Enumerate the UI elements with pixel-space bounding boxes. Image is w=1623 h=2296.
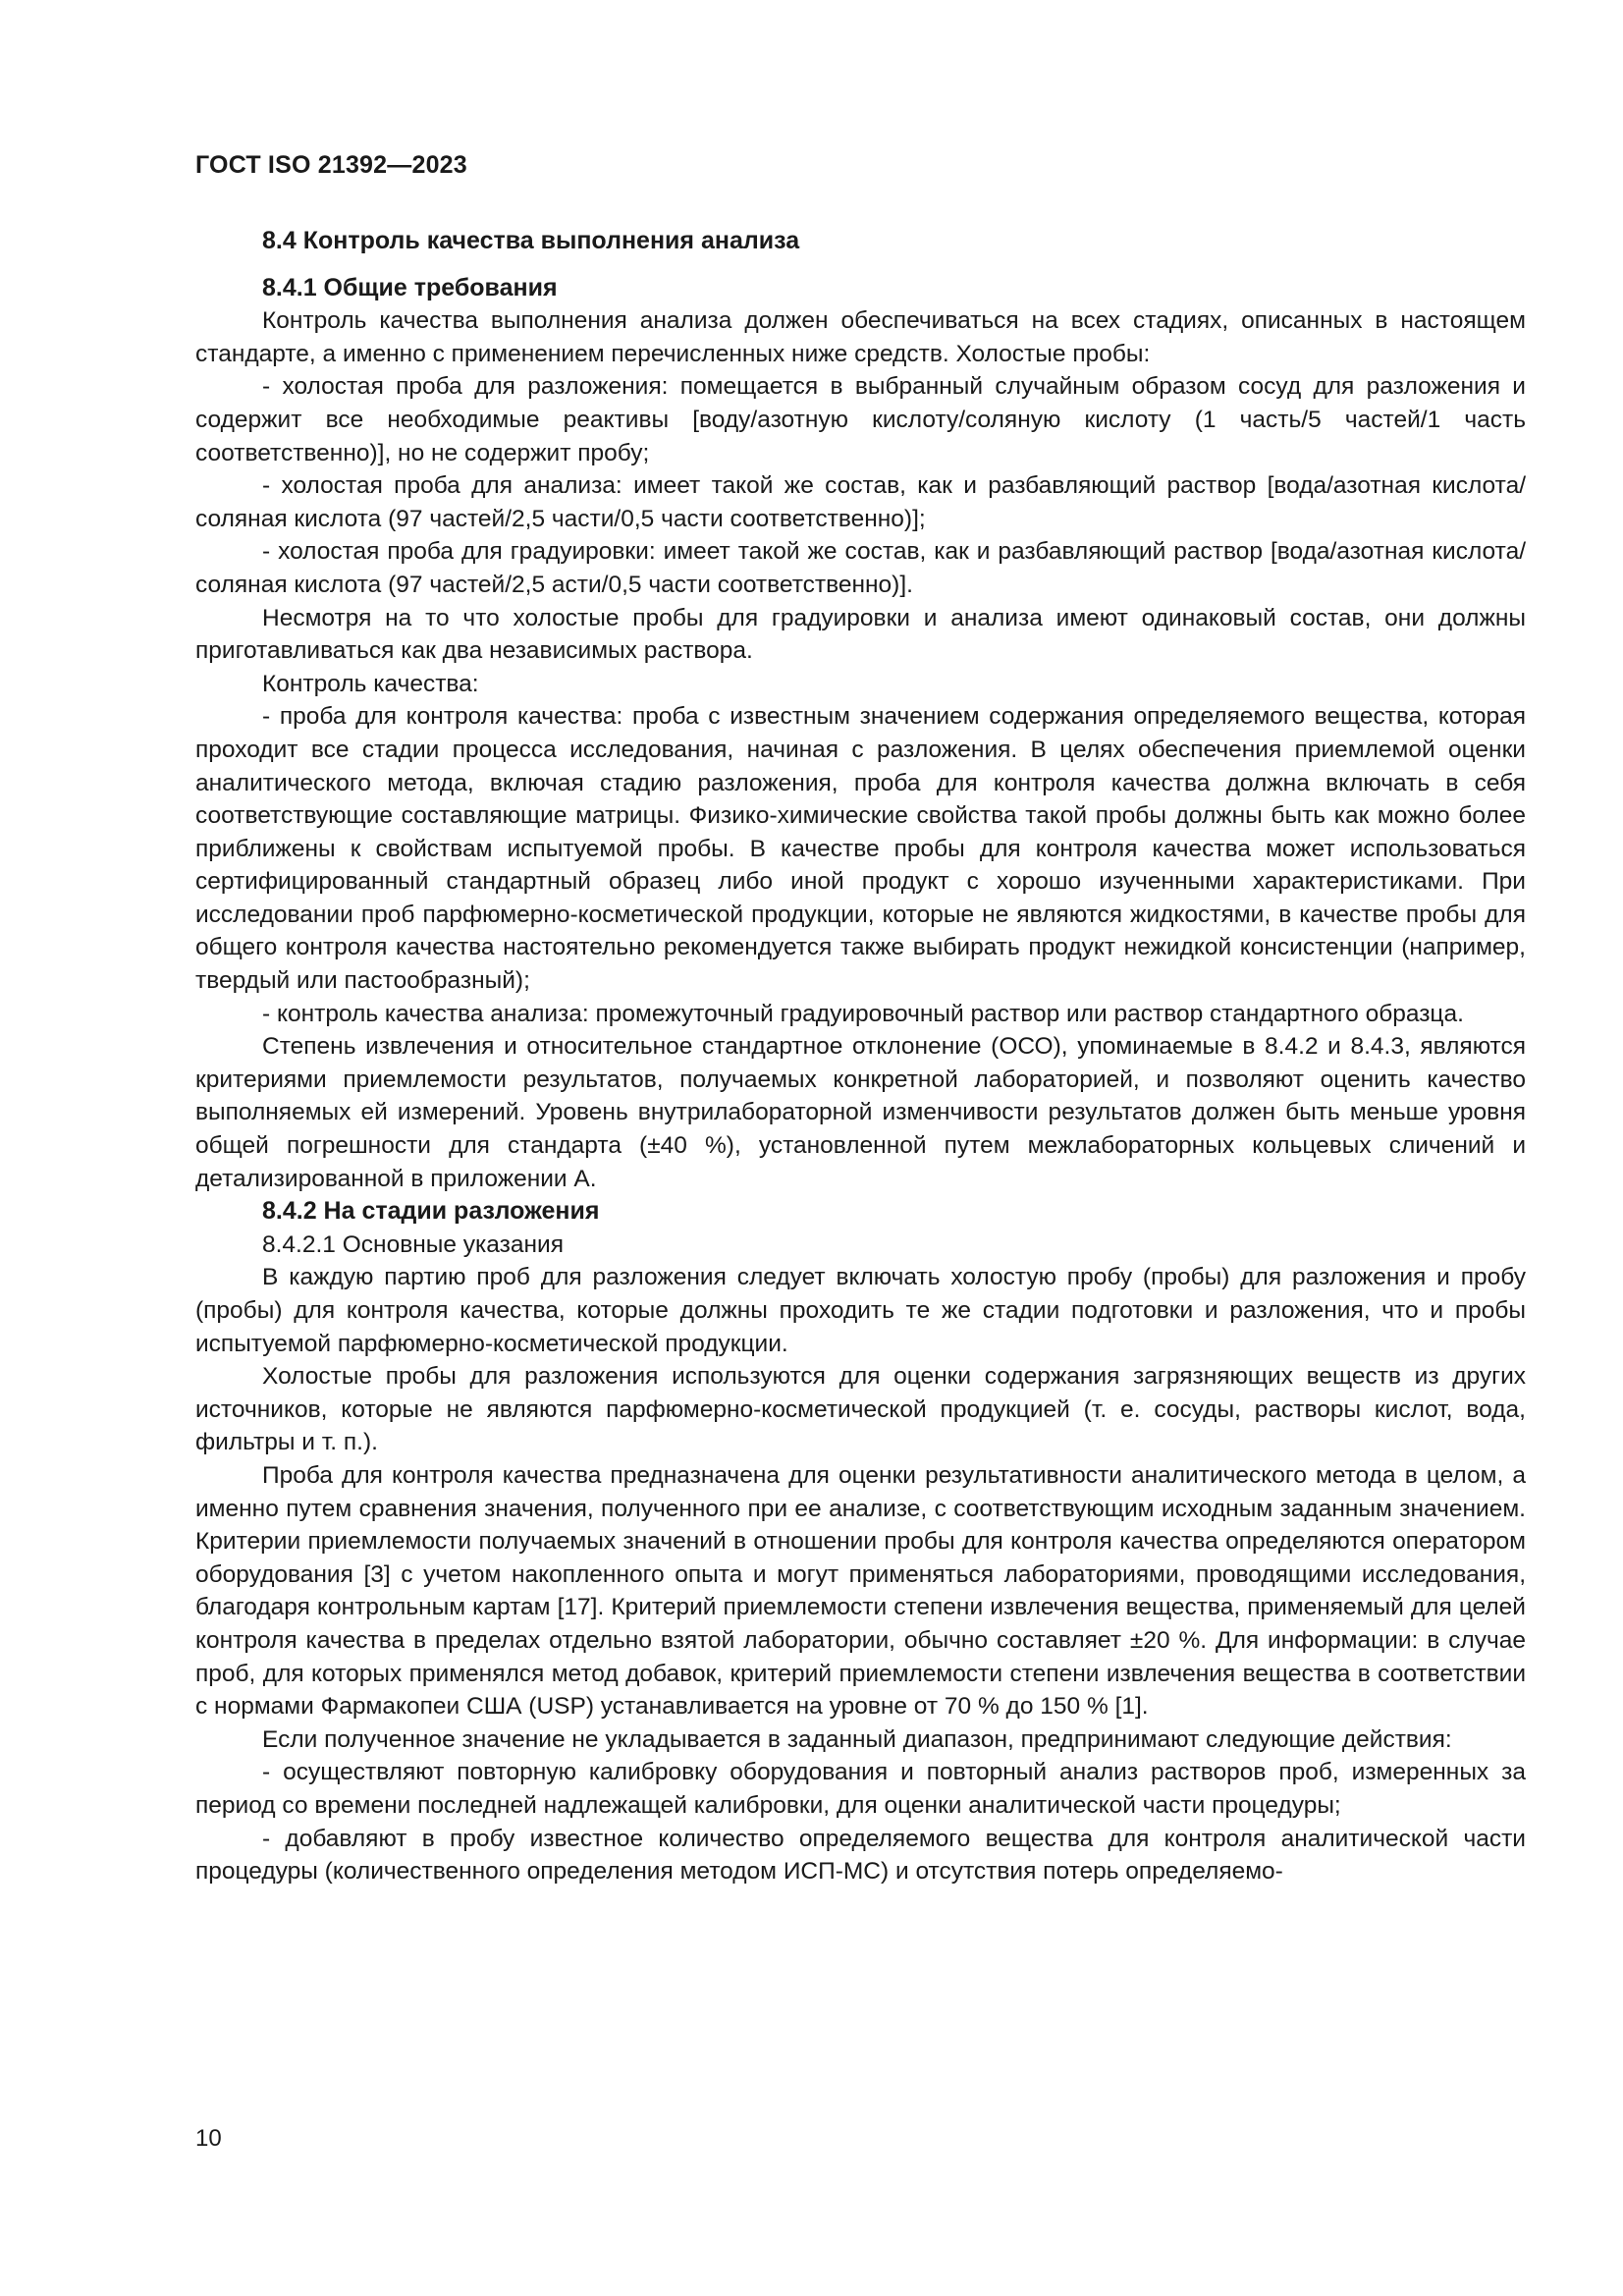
paragraph: В каждую партию проб для разложения следует включать холостую пробу (пробы) для разложения и пробу (пробы) для контроля качества, которые должны проходить те же стадии подготовки и разложения, что и пробы испытуемой парфюмерно-косметической продукции. (195, 1264, 1526, 1357)
list-item: - холостая проба для разложения: помещается в выбранный случайным образом сосуд для разложения и содержит все необходимые реактивы [воду/азотную кислоту/соляную кислоту (1 часть/5 частей/1 часть соответственно)], но не содержит пробу; (195, 373, 1526, 466)
document-body (195, 225, 1526, 1888)
paragraph: Контроль качества выполнения анализа должен обеспечиваться на всех стадиях, описанных в настоящем стандарте, а именно с применением перечисленных ниже средств. Холостые пробы: (195, 307, 1526, 367)
list-item: - контроль качества анализа: промежуточный градуировочный раствор или раствор стандартного образца. (262, 1000, 1464, 1027)
section-8-4-1-title: 8.4.1 Общие требования (262, 273, 558, 301)
page-number: 10 (195, 2125, 222, 2152)
paragraph: Если полученное значение не укладывается в заданный диапазон, предпринимают следующие действия: (262, 1725, 1452, 1753)
list-item: - холостая проба для анализа: имеет такой же состав, как и разбавляющий раствор [вода/азотная кислота/соляная кислота (97 частей/2,5 части/0,5 части соответственно)]; (195, 472, 1526, 532)
section-8-4-title: 8.4 Контроль качества выполнения анализа (262, 227, 800, 254)
list-item: - добавляют в пробу известное количество определяемого вещества для контроля аналитической части процедуры (количественного определения методом ИСП-МС) и отсутствия потерь определяемо- (195, 1825, 1526, 1886)
document-header: ГОСТ ISO 21392—2023 (195, 151, 467, 179)
paragraph: Холостые пробы для разложения используются для оценки содержания загрязняющих веществ из других источников, которые не являются парфюмерно-косметической продукцией (т. е. сосуды, растворы кислот, вода, фильтры и т. п.). (195, 1363, 1526, 1456)
paragraph: Несмотря на то что холостые пробы для градуировки и анализа имеют одинаковый состав, они должны приготавливаться как два независимых раствора. (195, 604, 1526, 665)
paragraph: Проба для контроля качества предназначена для оценки результативности аналитического метода в целом, а именно путем сравнения значения, полученного при ее анализе, с соответствующим исходным заданным значением. Критерии приемлемости получаемых значений в отношении пробы для контроля качества определяются оператором оборудования [3] с учетом накопленного опыта и могут применяться лабораториями, проводящими исследования, благодаря контрольным картам [17]. Критерий приемлемости степени извлечения вещества, применяемый для целей контроля качества в пределах отдельно взятой лаборатории, обычно составляет ±20 %. Для информации: в случае проб, для которых применялся метод добавок, критерий приемлемости степени извлечения вещества в соответствии с нормами Фармакопеи США (USP) устанавливается на уровне от 70 % до 150 % [1]. (195, 1461, 1526, 1721)
list-item: - осуществляют повторную калибровку оборудования и повторный анализ растворов проб, измеренных за период со времени последней надлежащей калибровки, для оценки аналитической части процедуры; (195, 1759, 1526, 1819)
section-8-4-2-title: 8.4.2 На стадии разложения (262, 1197, 600, 1226)
paragraph: Контроль качества: (262, 670, 479, 697)
list-item: - холостая проба для градуировки: имеет такой же состав, как и разбавляющий раствор [вода/азотная кислота/соляная кислота (97 частей/2,5 асти/0,5 части соответственно)]. (195, 538, 1526, 598)
list-item: - проба для контроля качества: проба с известным значением содержания определяемого вещества, которая проходит все стадии процесса исследования, начиная с разложения. В целях обеспечения приемлемой оценки аналитического метода, включая стадию разложения, проба для контроля качества должна включать в себя соответствующие составляющие матрицы. Физико-химические свойства такой пробы должны быть как можно более приближены к свойствам испытуемой пробы. В качестве пробы для контроля качества может использоваться сертифицированный стандартный образец либо иной продукт с хорошо изученными характеристиками. При исследовании проб парфюмерно-косметической продукции, которые не являются жидкостями, в качестве пробы для общего контроля качества настоятельно рекомендуется также выбирать продукт нежидкой консистенции (например, твердый или пастообразный); (195, 703, 1526, 995)
paragraph: Степень извлечения и относительное стандартное отклонение (ОСО), упоминаемые в 8.4.2 и 8.4.3, являются критериями приемлемости результатов, получаемых конкретной лабораторией, и позволяют оценить качество выполняемых ей измерений. Уровень внутрилабораторной изменчивости результатов должен быть меньше уровня общей погрешности для стандарта (±40 %), установленной путем межлабораторных кольцевых сличений и детализированной в приложении А. (195, 1033, 1526, 1192)
clause-8-4-2-1-title: 8.4.2.1 Основные указания (262, 1230, 564, 1258)
